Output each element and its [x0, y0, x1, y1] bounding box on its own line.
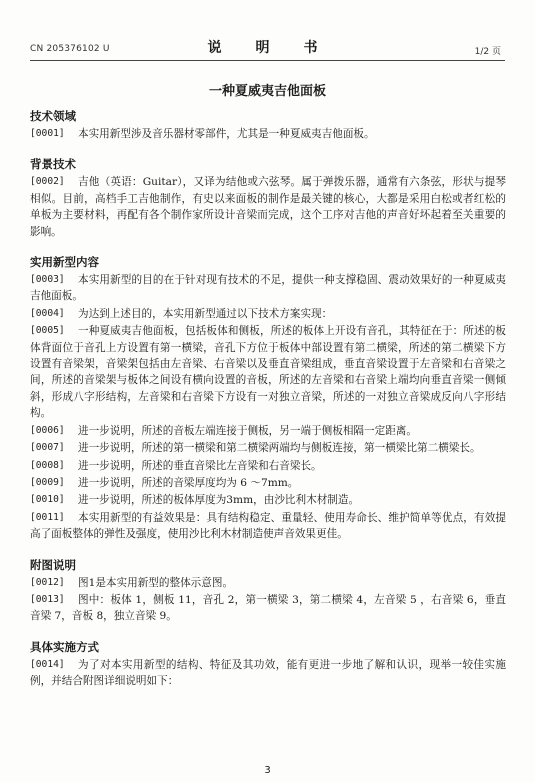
paragraph: [30, 492, 506, 508]
paragraph: [30, 592, 506, 625]
paragraph: [30, 423, 506, 439]
section-heading: 附图说明: [30, 557, 76, 572]
paragraph-number: [0004]: [30, 307, 65, 319]
paragraph-text: 本实用新型涉及音乐器材零部件，尤其是一种夏威夷吉他面板。: [78, 128, 375, 140]
paragraph: [30, 458, 506, 474]
section-heading: 技术领域: [30, 109, 76, 123]
paragraph-number: [0001]: [30, 128, 65, 139]
paragraph-text: 进一步说明，所述的第一横梁和第二横梁两端均与侧板连接，第一横梁比第二横梁长。: [78, 442, 481, 455]
paragraph-number: [0013]: [30, 593, 65, 605]
page-number: 3: [264, 765, 271, 776]
paragraph: [30, 126, 506, 142]
page-indicator: 1/2 页: [474, 47, 501, 57]
paragraph-text: 图中：板体 1，侧板 11，音孔 2，第一横梁 3，第二横梁 4，左音梁 5 ，右音梁 6，垂直音梁 7，音板 8，独立音梁 9。: [30, 593, 506, 623]
paragraph-text: 本实用新型的有益效果是：具有结构稳定、重量轻、使用寿命长、维护简单等优点，有效提高了面板整体的弹性及强度，使用沙比利木材制造使声音效果更佳。: [30, 511, 506, 541]
paragraph-number: [0008]: [30, 459, 65, 471]
document-body: [30, 108, 506, 691]
paragraph: [30, 272, 506, 305]
paragraph: [30, 306, 506, 322]
paragraph-text: 本实用新型的目的在于针对现有技术的不足，提供一种支撑稳固、震动效果好的一种夏威夷吉他面板。: [30, 274, 506, 303]
paragraph: [30, 575, 506, 591]
section-heading: 背景技术: [30, 157, 76, 172]
paragraph-text: 为了对本实用新型的结构、特征及其功效，能有更进一步地了解和认识，现举一较佳实施例，并结合附图详细说明如下：: [30, 658, 506, 688]
paragraph-text: 进一步说明，所述的板体厚度为3mm，由沙比利木材制造。: [78, 494, 360, 507]
paragraph: [30, 174, 506, 240]
paragraph: [30, 440, 506, 456]
paragraph-text: 进一步说明，所述的音板左端连接于侧板，另一端于侧板相隔一定距离。: [78, 424, 417, 437]
paragraph-number: [0010]: [30, 494, 65, 506]
paragraph: [30, 510, 506, 543]
paragraph: [30, 657, 506, 690]
section-heading: 实用新型内容: [30, 255, 99, 270]
paragraph-number: [0007]: [30, 442, 65, 454]
patent-number: CN 205376102 U: [30, 44, 110, 54]
document-type: 说 明 书: [207, 40, 328, 56]
paragraph-number: [0012]: [30, 576, 65, 588]
document-title: 一种夏威夷吉他面板: [208, 84, 326, 99]
paragraph-text: 图1是本实用新型的整体示意图。: [78, 576, 234, 589]
paragraph-number: [0014]: [30, 658, 65, 670]
paragraph: [30, 323, 506, 421]
paragraph-number: [0009]: [30, 476, 65, 488]
paragraph-number: [0002]: [30, 176, 65, 188]
paragraph-number: [0003]: [30, 274, 65, 286]
paragraph: [30, 475, 506, 491]
section-heading: 具体实施方式: [30, 639, 99, 654]
paragraph-text: 吉他（英语：Guitar），又译为结他或六弦琴。属于弹拨乐器，通常有六条弦，形状与提琴相似。目前，高档手工吉他制作，有史以来面板的制作是最关键的核心，大都是采用白松或者红松的单板为主要材料，再配有各个制作家所设计音梁而完成，这个工序对吉他的声音好坏起着至关重要的影响。: [30, 176, 506, 238]
paragraph-number: [0005]: [30, 325, 65, 337]
paragraph-text: 为达到上述目的，本实用新型通过以下技术方案实现：: [78, 307, 333, 320]
paragraph-text: 一种夏威夷吉他面板，包括板体和侧板，所述的板体上开设有音孔，其特征在于：所述的板体背面位于音孔上方设置有第一横梁，音孔下方位于板体中部设置有第二横梁，所述的第二横梁下方设置有音梁架，音梁架包括由左音梁、右音梁以及垂直音梁组成，垂直音梁设置于左音梁和右音梁之间，所述的音梁架与板体之间设有横向设置的音板，所述的左音梁和右音梁上端均向垂直音梁一侧倾斜，形成八字形结构，左音梁和右音梁下方设有一对独立音梁，所述的一对独立音梁成反向八字形结构。: [30, 325, 506, 420]
header-divider: [30, 60, 505, 61]
paragraph-text: 进一步说明，所述的音梁厚度均为 6 ～7mm。: [78, 476, 299, 489]
paragraph-text: 进一步说明，所述的垂直音梁比左音梁和右音梁长。: [78, 459, 322, 472]
paragraph-number: [0006]: [30, 424, 65, 436]
paragraph-number: [0011]: [30, 511, 65, 523]
